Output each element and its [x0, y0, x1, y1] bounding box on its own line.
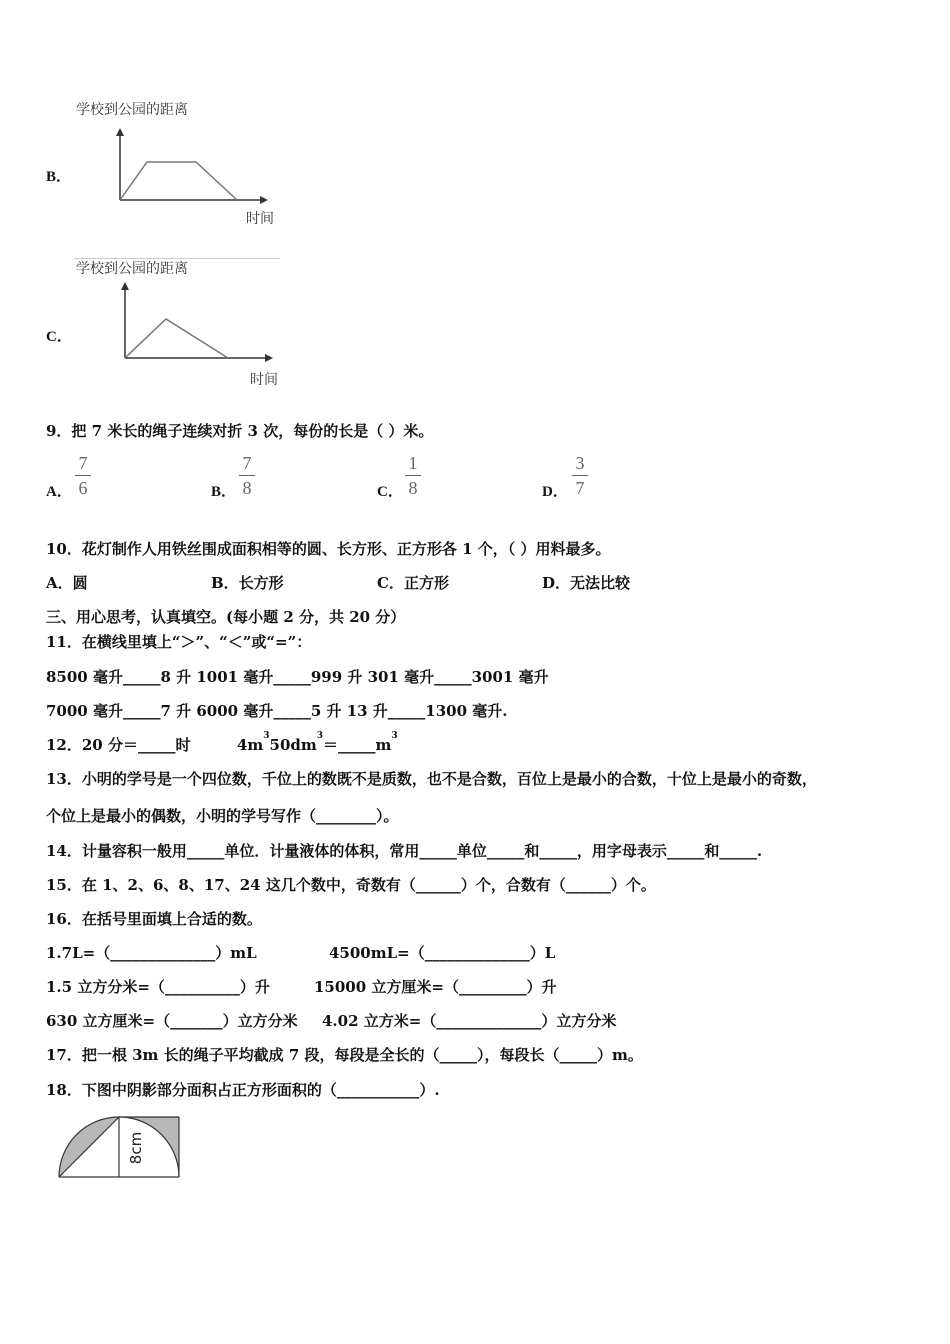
q9-text: 9．把 7 米长的绳子连续对折 3 次，每份的长是（ ）米。: [46, 422, 434, 440]
q13-line-2: 个位上是最小的偶数，小明的学号写作（________）。: [46, 807, 399, 825]
q8-c-x-arrow-icon: [265, 354, 273, 362]
q10-text: 10．花灯制作人用铁丝围成面积相等的圆、长方形、正方形各 1 个，（ ）用料最多。: [46, 540, 611, 558]
q10-option-d: D．无法比较: [542, 574, 631, 592]
q8-b-distance-time-graph: [110, 125, 280, 210]
q9-option-a-denominator: 6: [78, 478, 88, 498]
q9-option-c-fraction: [405, 454, 421, 497]
q10-option-b: B．长方形: [211, 574, 284, 592]
q12-text: [46, 731, 398, 755]
fraction-bar: [75, 475, 91, 476]
q9-option-a-numerator: 7: [78, 453, 88, 473]
fraction-bar: [405, 475, 421, 476]
q11-line-1: 8500 毫升_____8 升 1001 毫升_____999 升 301 毫升_____3001 毫升: [46, 668, 549, 686]
q17-text: 17．把一根 3m 长的绳子平均截成 7 段，每段是全长的（_____），每段长（_____）m。: [46, 1046, 643, 1064]
q10-option-a: A．圆: [46, 574, 88, 592]
q13-line-1: 13．小明的学号是一个四位数，千位上的数既不是质数，也不是合数，百位上是最小的合数，十位上是最小的奇数，: [46, 770, 817, 788]
q9-option-b-fraction: [239, 454, 255, 497]
q8-b-x-arrow-icon: [260, 196, 268, 204]
q9-option-d-denominator: 7: [575, 478, 585, 498]
q9-option-b-label: B．: [211, 484, 237, 500]
q12-part-2c: ＝_____m: [323, 736, 392, 754]
q8-option-c-label: C．: [46, 329, 72, 345]
q12-part-1: 20 分＝_____时: [81, 736, 191, 754]
fraction-bar: [572, 475, 588, 476]
q12-part-2b: 50dm: [269, 736, 317, 754]
q8-option-b-label: B．: [46, 169, 72, 185]
q9-option-d-fraction: [572, 454, 588, 497]
q8-c-graph-line: [125, 319, 228, 358]
q9-option-d-label: D．: [542, 484, 568, 500]
q16-row-1b: 4500mL=（______________）L: [329, 944, 556, 962]
q9-option-b-numerator: 7: [242, 453, 252, 473]
q8-b-graph-line: [120, 162, 237, 200]
q16-row-2a: 1.5 立方分米=（__________）升: [46, 978, 270, 996]
q8-b-graph-title: 学校到公园的距离: [76, 102, 188, 118]
q12-sup-3: 3: [391, 731, 398, 741]
q8-c-y-arrow-icon: [121, 282, 129, 290]
q16-row-3b: 4.02 立方米=（______________）立方分米: [322, 1012, 617, 1030]
q15-text: 15．在 1、2、6、8、17、24 这几个数中，奇数有（______）个，合数有（______）个。: [46, 876, 656, 894]
q16-text: 16．在括号里面填上合适的数。: [46, 910, 262, 928]
q18-text: 18．下图中阴影部分面积占正方形面积的（___________）.: [46, 1081, 440, 1099]
q12-number: 12．: [46, 736, 82, 754]
q12-sup-2: 3: [316, 731, 324, 741]
q9-option-c-denominator: 8: [408, 478, 418, 498]
q11-line-2: 7000 毫升_____7 升 6000 毫升_____5 升 13 升_____1300 毫升.: [46, 702, 508, 720]
q8-b-y-arrow-icon: [116, 128, 124, 136]
q11-text: 11．在横线里填上“＞”、“＜”或“=”：: [46, 633, 312, 651]
q9-option-c-numerator: 1: [408, 453, 418, 473]
q12-part-2a: 4m: [236, 736, 264, 754]
q12-sup-1: 3: [263, 731, 270, 741]
q8-c-graph-title: 学校到公园的距离: [76, 261, 188, 277]
q18-shaded-area-figure: [55, 1112, 185, 1184]
q9-option-d-numerator: 3: [575, 453, 585, 473]
section-3-heading: 三、用心思考，认真填空。(每小题 2 分，共 20 分）: [46, 608, 406, 626]
q18-figure-label: 8cm: [127, 1131, 145, 1165]
q9-option-b-denominator: 8: [242, 478, 252, 498]
q10-option-c: C．正方形: [377, 574, 449, 592]
q8-b-x-axis-label: 时间: [246, 211, 274, 227]
q16-row-2b: 15000 立方厘米=（_________）升: [314, 978, 557, 996]
q8-c-x-axis-label: 时间: [250, 372, 278, 388]
q9-option-a-fraction: [75, 454, 91, 497]
q9-option-c-label: C．: [377, 484, 403, 500]
fraction-bar: [239, 475, 255, 476]
q16-row-3a: 630 立方厘米=（_______）立方分米: [46, 1012, 298, 1030]
q14-text: 14．计量容积一般用_____单位．计量液体的体积，常用_____单位_____和_____，用字母表示_____和_____.: [46, 842, 763, 860]
q16-row-1a: 1.7L=（______________）mL: [46, 944, 257, 962]
q8-c-distance-time-graph: [115, 278, 285, 368]
q9-option-a-label: A．: [46, 484, 72, 500]
